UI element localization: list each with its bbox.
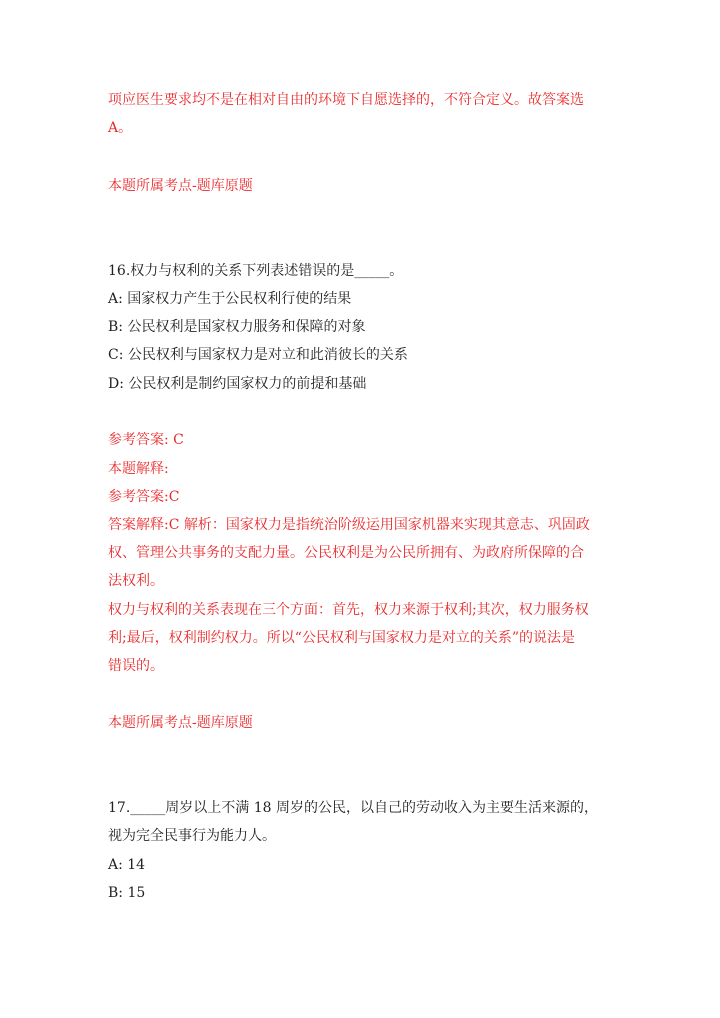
top-explanation-line-2: A。	[108, 120, 133, 136]
q16-source-label: 本题所属考点-题库原题	[108, 715, 253, 731]
q16-option-c: C: 公民权利与国家权力是对立和此消彼长的关系	[108, 347, 408, 363]
q16-option-d: D: 公民权利是制约国家权力的前提和基础	[108, 376, 367, 392]
top-source-label: 本题所属考点-题库原题	[108, 178, 253, 194]
q16-explanation-line-2: 权、管理公共事务的支配力量。公民权利是为公民所拥有、为政府所保障的合	[108, 545, 584, 561]
q16-answer-reference-2: 参考答案:C	[108, 489, 180, 505]
q16-explanation-line-1: 答案解释:C 解析：国家权力是指统治阶级运用国家机器来实现其意志、巩固政	[108, 517, 590, 533]
q16-answer-reference: 参考答案: C	[108, 432, 184, 448]
q16-option-b: B: 公民权利是国家权力服务和保障的对象	[108, 319, 366, 335]
q17-option-a: A: 14	[108, 857, 146, 873]
q16-explanation-line-3: 法权利。	[108, 573, 164, 589]
q17-option-b: B: 15	[108, 885, 146, 901]
q16-option-a: A: 国家权力产生于公民权利行使的结果	[108, 291, 352, 307]
q16-explanation-line-6: 错误的。	[108, 658, 164, 674]
q17-question-line-1: 17._____周岁以上不满 18 周岁的公民，以自己的劳动收入为主要生活来源的，	[108, 800, 598, 816]
top-explanation-line-1: 项应医生要求均不是在相对自由的环境下自愿选择的，不符合定义。故答案选	[108, 92, 584, 108]
q16-question: 16.权力与权利的关系下列表述错误的是_____。	[108, 263, 404, 279]
q16-explain-label: 本题解释:	[108, 461, 169, 477]
q16-explanation-line-5: 利;最后，权利制约权力。所以“公民权利与国家权力是对立的关系”的说法是	[108, 630, 576, 646]
q17-question-line-2: 视为完全民事行为能力人。	[108, 828, 276, 844]
q16-explanation-line-4: 权力与权利的关系表现在三个方面：首先，权力来源于权利;其次，权力服务权	[108, 602, 589, 618]
